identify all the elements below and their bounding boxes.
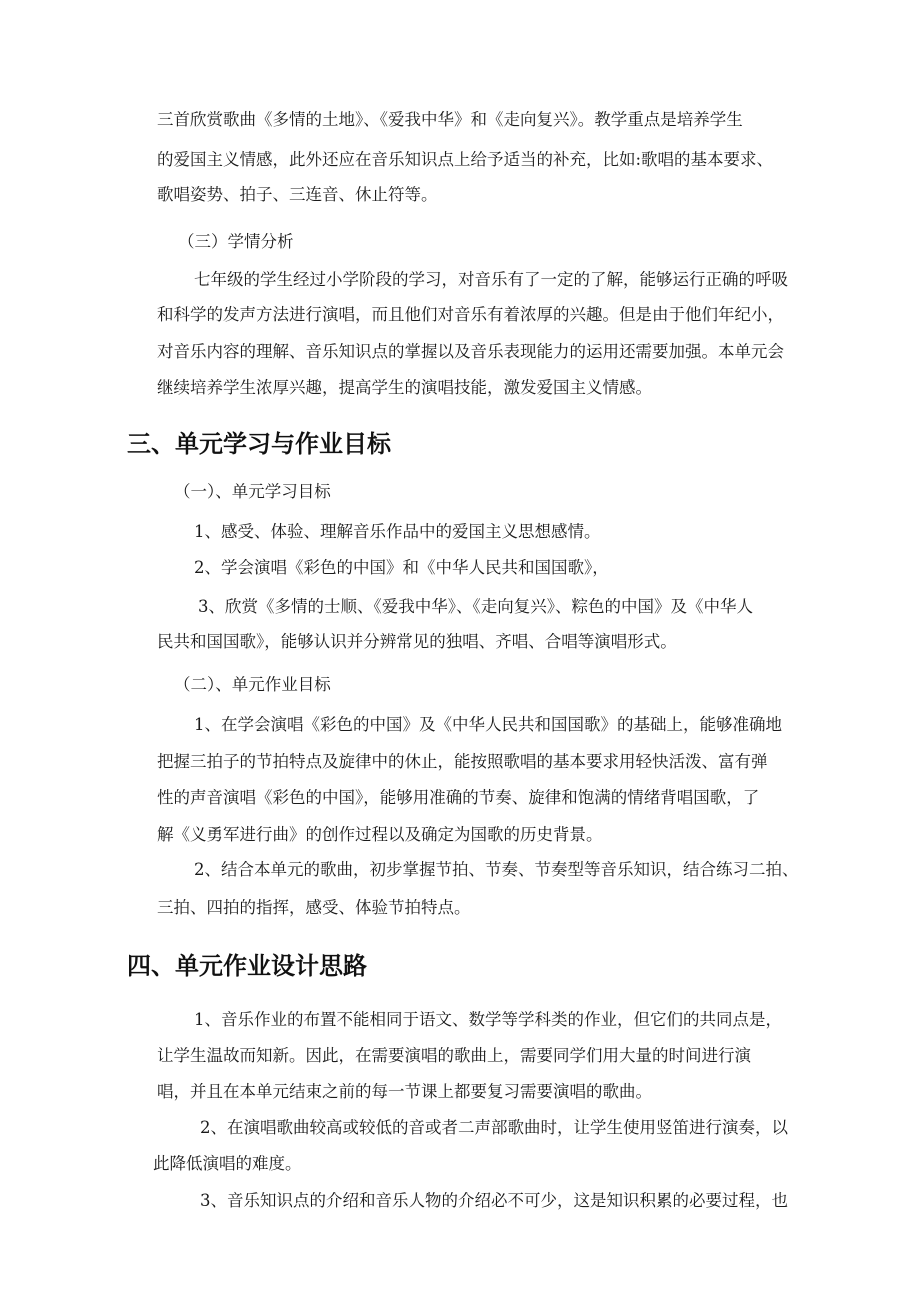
learning-goal-2: 2、学会演唱《彩色的中国》和《中华人民共和国国歌》， [194,558,609,577]
design-point-1-line-1: 1、音乐作业的布置不能相同于语文、数学等学科类的作业，但它们的共同点是， [194,1010,782,1029]
design-point-3-line-1: 3、音乐知识点的介绍和音乐人物的介绍必不可少，这是知识积累的必要过程，也 [200,1191,788,1210]
intro-line-1: 三首欣赏歌曲《多情的土地》、《爱我中华》和《走向复兴》。教学重点是培养学生 [157,110,743,129]
intro-line-2: 的爱国主义情感，此外还应在音乐知识点上给予适当的补充，比如:歌唱的基本要求、 [157,150,774,169]
learning-goal-1: 1、感受、体验、理解音乐作品中的爱国主义思想感情。 [194,522,601,541]
analysis-line-2: 和科学的发声方法进行演唱，而且他们对音乐有着浓厚的兴趣。但是由于他们年纪小， [157,305,784,324]
learning-goal-3-line-1: 3、欣赏《多情的士顺、《爱我中华》、《走向复兴》、粽色的中国》及《中华人 [198,597,753,616]
analysis-line-1: 七年级的学生经过小学阶段的学习，对音乐有了一定的了解，能够运行正确的呼吸 [194,270,788,289]
design-point-1-line-3: 唱，并且在本单元结束之前的每一节课上都要复习需要演唱的歌曲。 [157,1082,652,1101]
section-4-heading: 四、单元作业设计思路 [127,952,367,980]
section-3-heading: 三、单元学习与作业目标 [127,430,391,458]
learning-goals-title: （一）、单元学习目标 [174,482,331,501]
homework-goals-title: （二）、单元作业目标 [174,675,331,694]
homework-goal-2-line-1: 2、结合本单元的歌曲，初步掌握节拍、节奏、节奏型等音乐知识，结合练习二拍、 [194,860,799,879]
analysis-line-4: 继续培养学生浓厚兴趣，提高学生的演唱技能，激发爱国主义情感。 [157,378,652,397]
design-point-1-line-2: 让学生温故而知新。因此，在需要演唱的歌曲上，需要同学们用大量的时间进行演 [157,1046,751,1065]
homework-goal-2-line-2: 三拍、四拍的指挥，感受、体验节拍特点。 [157,898,471,917]
homework-goal-1-line-2: 把握三拍子的节拍特点及旋律中的休止，能按照歌唱的基本要求用轻快活泼、富有弹 [157,752,768,771]
analysis-title: （三）学情分析 [178,232,294,251]
intro-line-3: 歌唱姿势、拍子、三连音、休止符等。 [157,185,438,204]
homework-goal-1-line-4: 解《义勇军进行曲》的创作过程以及确定为国歌的历史背景。 [157,825,603,844]
homework-goal-1-line-3: 性的声音演唱《彩色的中国》，能够用准确的节奏、旋律和饱满的情绪背唱国歌，了 [157,788,760,807]
analysis-line-3: 对音乐内容的理解、音乐知识点的掌握以及音乐表现能力的运用还需要加强。本单元会 [157,342,784,361]
learning-goal-3-line-2: 民共和国国歌》，能够认识并分辨常见的独唱、齐唱、合唱等演唱形式。 [157,632,677,651]
homework-goal-1-line-1: 1、在学会演唱《彩色的中国》及《中华人民共和国国歌》的基础上，能够准确地 [194,715,782,734]
design-point-2-line-2: 此降低演唱的难度。 [153,1154,302,1173]
design-point-2-line-1: 2、在演唱歌曲较高或较低的音或者二声部歌曲时，让学生使用竖笛进行演奏，以 [200,1118,788,1137]
